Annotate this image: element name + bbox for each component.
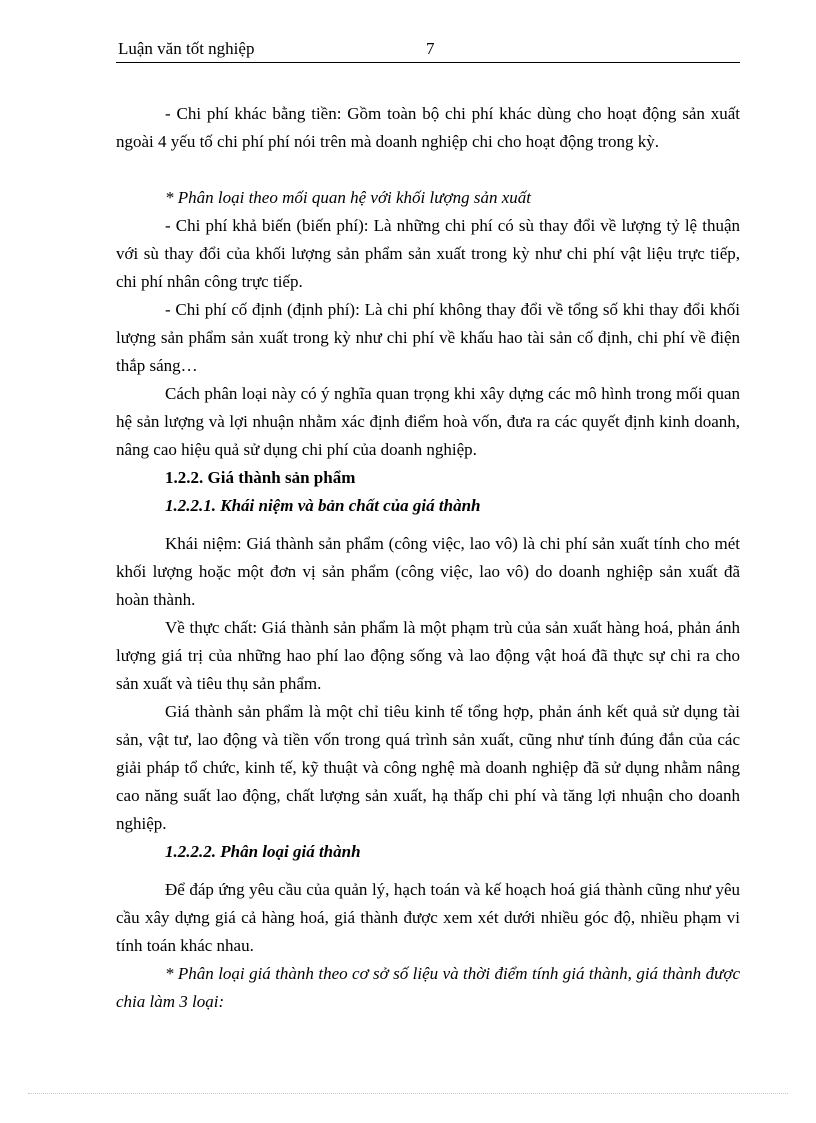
paragraph-concept: Khái niệm: Giá thành sản phẩm (công việc, lao vô) là chi phí sản xuất tính cho mét khối lượng hoặc một đơn vị sản phẩm (công việc, lao vô) do doanh nghiệp sản xuất đã hoàn thành. <box>116 534 740 609</box>
document-title: Luận văn tốt nghiệp <box>118 39 255 58</box>
paragraph-other-costs: - Chi phí khác bằng tiền: Gồm toàn bộ chi phí khác dùng cho hoạt động sản xuất ngoài 4 yếu tố chi phí phí nói trên mà doanh nghiệp chi cho hoạt động trong kỳ. <box>116 104 740 151</box>
paragraph-classification-by-data: * Phân loại giá thành theo cơ sở số liệu và thời điểm tính giá thành, giá thành được chia làm 3 loại: <box>116 964 740 1011</box>
paragraph-essence: Về thực chất: Giá thành sản phẩm là một phạm trù của sản xuất hàng hoá, phản ánh lượng giá trị của những hao phí lao động sống và lao động vật hoá đã thực sự chi ra cho sản xuất và tiêu thụ sản phẩm. <box>116 618 740 693</box>
page-bottom-divider <box>28 1093 788 1094</box>
section-heading-1-2-2: 1.2.2. Giá thành sản phẩm <box>165 468 356 487</box>
paragraph-cost-indicator: Giá thành sản phẩm là một chỉ tiêu kinh tế tổng hợp, phản ánh kết quả sử dụng tài sản, vật tư, lao động và tiền vốn trong quá trình sản xuất, cũng như tính đúng đắn của các giải pháp tổ chức, kinh tế, kỹ thuật và công nghệ mà doanh nghiệp đã sử dụng nhằm nâng cao năng suất lao động, chất lượng sản xuất, hạ thấp chi phí và tăng lợi nhuận cho doanh nghiệp. <box>116 702 740 833</box>
heading-relation-classification: * Phân loại theo mối quan hệ với khối lượng sản xuất <box>165 188 531 207</box>
paragraph-variable-costs: - Chi phí khả biến (biến phí): Là những chi phí có sù thay đổi về lượng tỷ lệ thuận với sù thay đổi của khối lượng sản phẩm sản xuất trong kỳ như chi phí vật liệu trực tiếp, chi phí nhân công trực tiếp. <box>116 216 740 291</box>
page-header <box>116 38 740 63</box>
page-number: 7 <box>426 39 435 58</box>
page-content <box>116 100 740 1016</box>
paragraph-cost-classification-intro: Để đáp ứng yêu cầu của quản lý, hạch toán và kế hoạch hoá giá thành cũng như yêu cầu xây dựng giá cả hàng hoá, giá thành được xem xét dưới nhiều góc độ, nhiều phạm vi tính toán khác nhau. <box>116 880 740 955</box>
section-heading-1-2-2-1: 1.2.2.1. Khái niệm và bản chất của giá thành <box>165 496 481 515</box>
paragraph-classification-meaning: Cách phân loại này có ý nghĩa quan trọng khi xây dựng các mô hình trong mối quan hệ sản lượng và lợi nhuận nhằm xác định điểm hoà vốn, đưa ra các quyết định kinh doanh, nâng cao hiệu quả sử dụng chi phí của doanh nghiệp. <box>116 384 740 459</box>
section-heading-1-2-2-2: 1.2.2.2. Phân loại giá thành <box>165 842 361 861</box>
paragraph-fixed-costs: - Chi phí cố định (định phí): Là chi phí không thay đổi về tổng số khi thay đổi khối lượng sản phẩm sản xuất trong kỳ như chi phí về khấu hao tài sản cố định, chi phí về điện thắp sáng… <box>116 300 740 375</box>
